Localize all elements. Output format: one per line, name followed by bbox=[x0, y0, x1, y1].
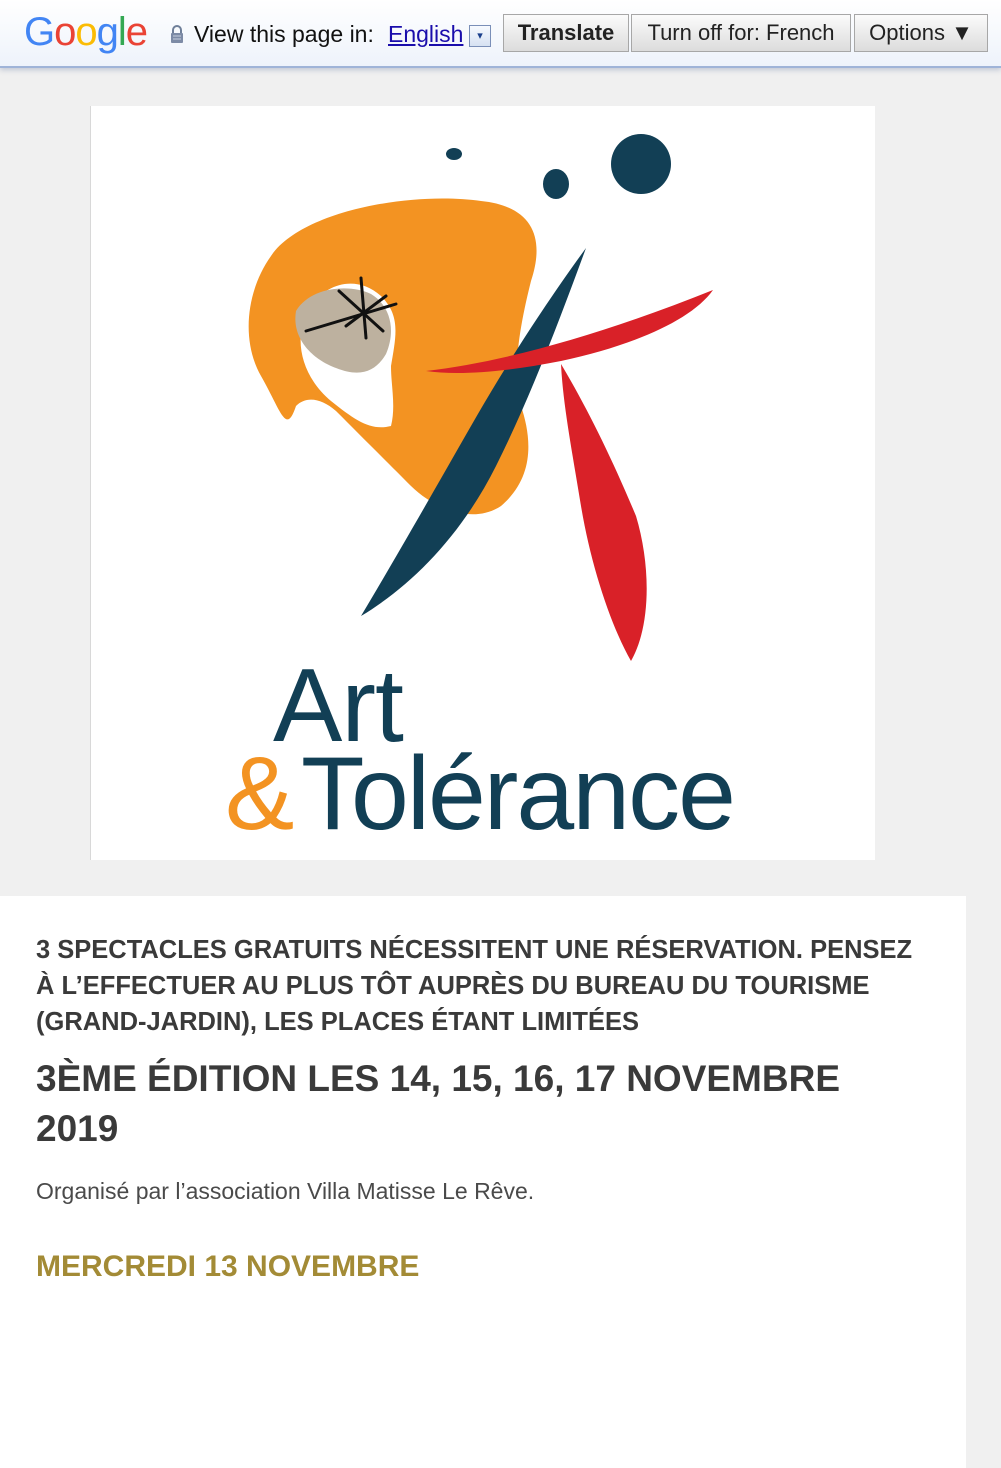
edition-heading: 3ÈME ÉDITION LES 14, 15, 16, 17 NOVEMBRE 2019 bbox=[36, 1058, 840, 1149]
event-content-card bbox=[0, 896, 966, 1468]
navy-dot-small bbox=[446, 148, 462, 160]
logo-word-art: Art bbox=[273, 648, 403, 764]
dropdown-icon[interactable]: ▾ bbox=[469, 25, 491, 47]
organizer-text: Organisé par l’association Villa Matisse Le Rêve. bbox=[36, 1178, 535, 1204]
options-button[interactable]: Options ▼ bbox=[854, 14, 988, 52]
logo-word-tolerance: Tolérance bbox=[301, 736, 734, 852]
translate-prompt: View this page in: bbox=[194, 21, 374, 47]
target-language-link[interactable]: English bbox=[388, 21, 464, 47]
red-drop bbox=[561, 364, 647, 661]
navy-dot-large bbox=[611, 134, 671, 194]
google-translate-bar bbox=[0, 0, 1001, 68]
google-logo: Google bbox=[24, 10, 148, 54]
translate-button[interactable]: Translate bbox=[503, 14, 629, 52]
logo-ampersand: & bbox=[225, 736, 295, 852]
turn-off-button[interactable]: Turn off for: French bbox=[631, 14, 851, 52]
reservation-notice: 3 SPECTACLES GRATUITS NÉCESSITENT UNE RÉSERVATION. PENSEZ À L’EFFECTUER AU PLUS TÔT AUPRÈS DU BUREAU DU TOURISME (GRAND-JARDIN), LES PLACES ÉTANT LIMITÉES bbox=[36, 936, 913, 1036]
lock-icon bbox=[170, 24, 184, 44]
day-heading: MERCREDI 13 NOVEMBRE bbox=[36, 1250, 420, 1283]
navy-dot-medium bbox=[543, 169, 569, 199]
art-tolerance-poster bbox=[90, 106, 875, 860]
